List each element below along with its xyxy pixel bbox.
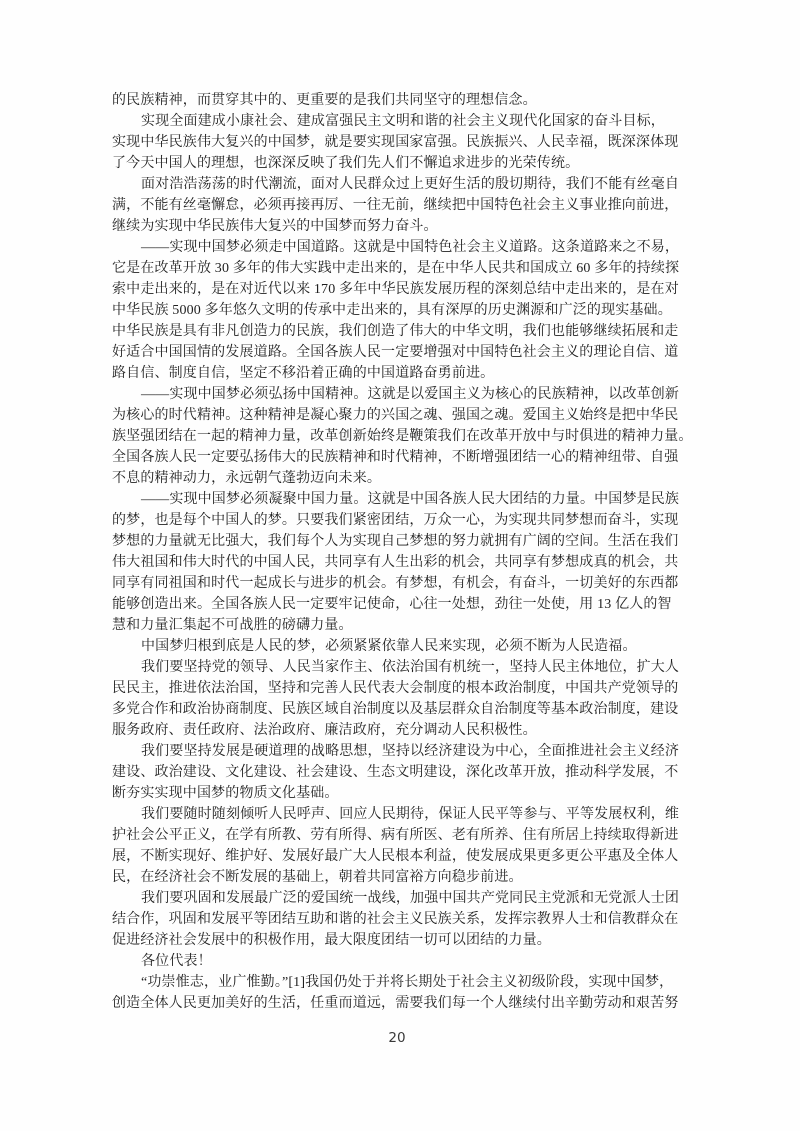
text-line: 实现中华民族伟大复兴的中国梦，就是要实现国家富强。民族振兴、人民幸福，既深深体现 [112,135,679,150]
text-line: 全国各族人民一定要弘扬伟大的民族精神和时代精神，不断增强团结一心的精神纽带、自强 [112,450,679,465]
text-line: 为核心的时代精神。这种精神是凝心聚力的兴国之魂、强国之魂。爱国主义始终是把中华民 [112,408,679,423]
text-line: 梦想的力量就无比强大，我们每个人为实现自己梦想的努力就拥有广阔的空间。生活在我们 [112,534,679,549]
text-line: 护社会公平正义，在学有所教、劳有所得、病有所医、老有所养、住有所居上持续取得新进 [112,828,679,843]
text-line: 民民主，推进依法治国，坚持和完善人民代表大会制度的根本政治制度，中国共产党领导的 [112,681,679,696]
page-text [112,90,698,1014]
text-line: 能够创造出来。全国各族人民一定要牢记使命，心往一处想，劲往一处使，用 13 亿人的智 [112,597,672,612]
text-line: ——实现中国梦必须走中国道路。这就是中国特色社会主义道路。这条道路来之不易， [141,240,680,255]
text-line: 同享有同祖国和时代一起成长与进步的机会。有梦想，有机会，有奋斗，一切美好的东西都 [112,576,679,591]
text-line: 的梦，也是每个中国人的梦。只要我们紧密团结，万众一心，为实现共同梦想而奋斗，实现 [112,513,679,528]
text-line: 展，不断实现好、维护好、发展好最广大人民根本利益，使发展成果更多更公平惠及全体人 [112,849,679,864]
text-line: 我们要坚持发展是硬道理的战略思想，坚持以经济建设为中心，全面推进社会主义经济 [141,744,680,759]
text-line: 了今天中国人的理想，也深深反映了我们先人们不懈追求进步的光荣传统。 [112,156,580,171]
text-line: 的民族精神，而贯穿其中的、更重要的是我们共同坚守的理想信念。 [112,93,537,108]
text-line: 族坚强团结在一起的精神力量，改革创新始终是鞭策我们在改革开放中与时俱进的精神力量。 [112,429,693,444]
text-line: 伟大祖国和伟大时代的中国人民，共同享有人生出彩的机会，共同享有梦想成真的机会，共 [112,555,679,570]
text-line: ——实现中国梦必须凝聚中国力量。这就是中国各族人民大团结的力量。中国梦是民族 [141,492,680,507]
text-line: 创造全体人民更加美好的生活，任重而道远，需要我们每一个人继续付出辛勤劳动和艰苦努 [112,996,679,1011]
text-line: 结合作，巩固和发展平等团结互助和谐的社会主义民族关系，发挥宗教界人士和信教群众在 [112,912,679,927]
text-line: 建设、政治建设、文化建设、社会建设、生态文明建设，深化改革开放，推动科学发展，不 [112,765,679,780]
text-line: 多党合作和政治协商制度、民族区域自治制度以及基层群众自治制度等基本政治制度，建设 [112,702,679,717]
text-line: 继续为实现中华民族伟大复兴的中国梦而努力奋斗。 [112,219,438,234]
text-line: 索中走出来的，是在对近代以来 170 多年中华民族发展历程的深刻总结中走出来的，是在对 [112,282,679,297]
text-line: 服务政府、责任政府、法治政府、廉洁政府，充分调动人民积极性。 [112,723,537,738]
text-line: 我们要随时随刻倾听人民呼声、回应人民期待，保证人民平等参与、平等发展权利，维 [141,807,680,822]
text-line: ——实现中国梦必须弘扬中国精神。这就是以爱国主义为核心的民族精神，以改革创新 [141,387,680,402]
text-line: 断夯实实现中国梦的物质文化基础。 [112,786,339,801]
text-line: 民，在经济社会不断发展的基础上，朝着共同富裕方向稳步前进。 [112,870,523,885]
text-line: 慧和力量汇集起不可战胜的磅礴力量。 [112,618,353,633]
text-line: 促进经济社会发展中的积极作用，最大限度团结一切可以团结的力量。 [112,933,551,948]
text-line: 中华民族是具有非凡创造力的民族，我们创造了伟大的中华文明，我们也能够继续拓展和走 [112,324,679,339]
text-line: “功崇惟志，业广惟勤。”[1]我国仍处于并将长期处于社会主义初级阶段，实现中国梦， [141,975,674,990]
text-line: 它是在改革开放 30 多年的伟大实践中走出来的，是在中华人民共和国成立 60 多年的持续探 [112,261,680,276]
text-line: 好适合中国国情的发展道路。全国各族人民一定要增强对中国特色社会主义的理论自信、道 [112,345,679,360]
text-line: 我们要坚持党的领导、人民当家作主、依法治国有机统一，坚持人民主体地位，扩大人 [141,660,680,675]
text-line: 面对浩浩荡荡的时代潮流，面对人民群众过上更好生活的殷切期待，我们不能有丝毫自 [141,177,680,192]
text-line: 中国梦归根到底是人民的梦，必须紧紧依靠人民来实现，必须不断为人民造福。 [141,639,637,654]
text-line: 实现全面建成小康社会、建成富强民主文明和谐的社会主义现代化国家的奋斗目标， [141,114,665,129]
text-line: 不息的精神动力，永远朝气蓬勃迈向未来。 [112,471,382,486]
text-line: 我们要巩固和发展最广泛的爱国统一战线，加强中国共产党同民主党派和无党派人士团 [141,891,680,906]
text-line: 路自信、制度自信，坚定不移沿着正确的中国道路奋勇前进。 [112,366,495,381]
text-line: 各位代表！ [141,954,212,969]
text-line: 满，不能有丝毫懈怠，必须再接再厉、一往无前，继续把中国特色社会主义事业推向前进， [112,198,679,213]
page-number: 20 [388,1030,406,1046]
text-line: 中华民族 5000 多年悠久文明的传承中走出来的，具有深厚的历史渊源和广泛的现实基础。 [112,303,672,318]
